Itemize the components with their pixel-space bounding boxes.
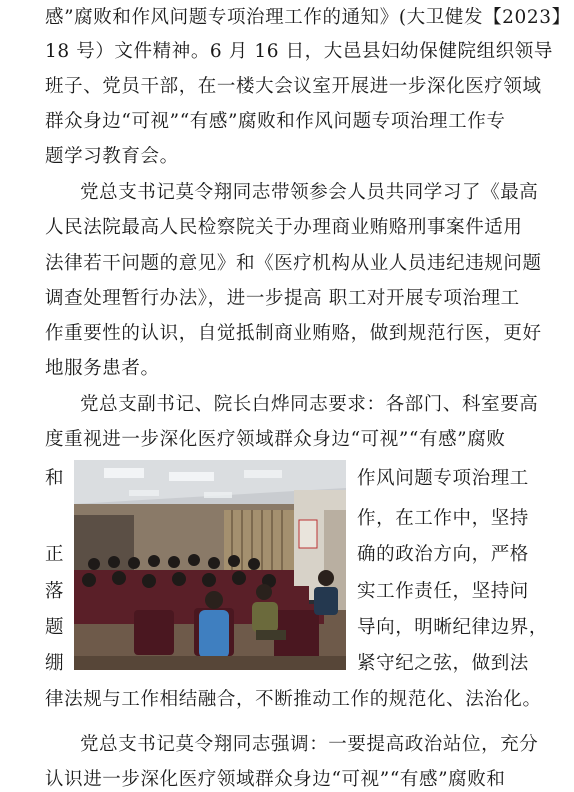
- paragraph-3-first-line: 党总支副书记、院长白烨同志要求：各部门、科室要高: [80, 394, 539, 415]
- text-line-4: 群众身边“可视”“有感”腐败和作风问题专项治理工作专: [45, 111, 506, 132]
- wrap-right-line-3: 确的政治方向，严格: [357, 544, 529, 565]
- text-line-7: 人民法院最高人民检察院关于办理商业贿赂刑事案件适用: [45, 217, 523, 238]
- wrap-left-char-5: 题: [45, 617, 65, 638]
- text-line-11: 地服务患者。: [45, 358, 160, 379]
- paragraph-2-first-line: 党总支书记莫令翔同志带领参会人员共同学习了《最高: [80, 182, 539, 203]
- text-line-8: 法律若干问题的意见》和《医疗机构从业人员违纪违规问题: [45, 253, 542, 274]
- text-line-3: 班子、党员干部，在一楼大会议室开展进一步深化医疗领域: [45, 76, 542, 97]
- wrap-left-char-6: 绷: [45, 653, 65, 674]
- text-line-last: 认识进一步深化医疗领域群众身边“可视”“有感”腐败和: [45, 769, 506, 790]
- meeting-photo-illustration: [74, 460, 346, 670]
- text-line-1: 感”腐败和作风问题专项治理工作的通知》(大卫健发【2023】: [45, 7, 571, 28]
- wrap-right-line-6: 紧守纪之弦，做到法: [357, 653, 529, 674]
- text-line-9: 调查处理暂行办法》，进一步提高 职工对开展专项治理工: [45, 288, 520, 309]
- wrap-right-line-5: 导向，明晰纪律边界，: [357, 617, 549, 638]
- wrap-right-line-4: 实工作责任，坚持问: [357, 581, 529, 602]
- wrap-left-char-3: 正: [45, 544, 65, 565]
- paragraph-4-first-line: 党总支书记莫令翔同志强调：一要提高政治站位，充分: [80, 734, 539, 755]
- wrap-left-char-4: 落: [45, 581, 65, 602]
- wrap-left-char-1: 和: [45, 468, 65, 489]
- meeting-photo: [74, 460, 346, 670]
- text-line-10: 作重要性的认识，自觉抵制商业贿赂，做到规范行医，更好: [45, 323, 542, 344]
- text-line-13: 度重视进一步深化医疗领域群众身边“可视”“有感”腐败: [45, 429, 506, 450]
- text-line-5: 题学习教育会。: [45, 146, 179, 167]
- text-line-after-photo: 律法规与工作相结融合，不断推动工作的规范化、法治化。: [45, 689, 542, 710]
- wrap-right-line-2: 作，在工作中，坚持: [357, 508, 529, 529]
- wrap-right-line-1: 作风问题专项治理工: [357, 468, 529, 489]
- text-line-2: 18 号）文件精神。6 月 16 日，大邑县妇幼保健院组织领导: [45, 41, 553, 62]
